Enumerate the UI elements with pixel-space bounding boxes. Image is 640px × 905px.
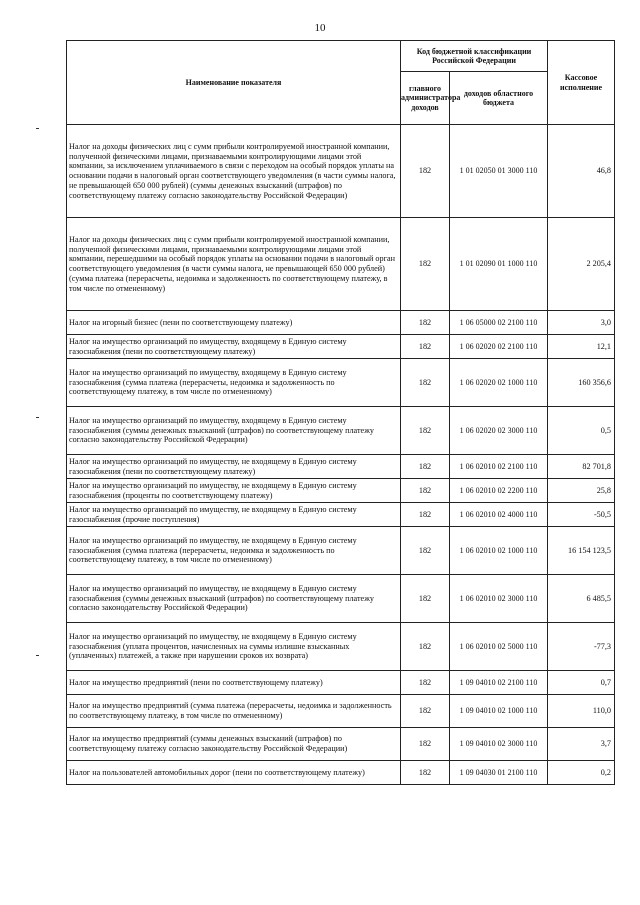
revenue-code-cell: 1 09 04030 01 2100 110 — [450, 761, 548, 785]
administrator-code-cell: 182 — [401, 623, 450, 671]
administrator-code-cell: 182 — [401, 359, 450, 407]
table-row — [67, 335, 615, 359]
cash-execution-cell: 0,7 — [548, 671, 615, 695]
administrator-code-cell: 182 — [401, 479, 450, 503]
table-row — [67, 728, 615, 761]
indicator-name-cell: Налог на имущество организаций по имуществу, не входящему в Единую систему газоснабжения (прочие поступления) — [67, 503, 401, 527]
table-row — [67, 503, 615, 527]
cash-execution-cell: 16 154 123,5 — [548, 527, 615, 575]
header-regional-budget-revenue: доходов областного бюджета — [450, 72, 548, 125]
indicator-name-cell: Налог на игорный бизнес (пени по соответствующему платежу) — [67, 311, 401, 335]
revenue-code-cell: 1 09 04010 02 2100 110 — [450, 671, 548, 695]
table-row — [67, 407, 615, 455]
revenue-code-cell: 1 06 02020 02 2100 110 — [450, 335, 548, 359]
administrator-code-cell: 182 — [401, 311, 450, 335]
administrator-code-cell: 182 — [401, 527, 450, 575]
cash-execution-cell: 25,8 — [548, 479, 615, 503]
administrator-code-cell: 182 — [401, 761, 450, 785]
header-budget-classification-code: Код бюджетной классификации Российской Федерации — [401, 41, 548, 72]
indicator-name-cell: Налог на пользователей автомобильных дорог (пени по соответствующему платежу) — [67, 761, 401, 785]
revenue-code-cell: 1 06 05000 02 2100 110 — [450, 311, 548, 335]
revenue-code-cell: 1 06 02020 02 1000 110 — [450, 359, 548, 407]
table-row — [67, 623, 615, 671]
cash-execution-cell: 3,7 — [548, 728, 615, 761]
revenue-code-cell: 1 06 02010 02 5000 110 — [450, 623, 548, 671]
indicator-name-cell: Налог на имущество организаций по имуществу, входящему в Единую систему газоснабжения (сумма платежа (перерасчеты, недоимка и задолженность по соответствующему платежу, в том числе по отмененному) — [67, 359, 401, 407]
header-main-administrator: главного администратора доходов — [401, 72, 450, 125]
scan-mark — [36, 417, 39, 418]
revenue-code-cell: 1 09 04010 02 3000 110 — [450, 728, 548, 761]
indicator-name-cell: Налог на имущество предприятий (пени по соответствующему платежу) — [67, 671, 401, 695]
indicator-name-cell: Налог на имущество организаций по имуществу, не входящему в Единую систему газоснабжения (сумма платежа (перерасчеты, недоимка и задолженность по соответствующему платежу, в том числе по отмененному) — [67, 527, 401, 575]
scan-mark — [36, 128, 39, 129]
table-row — [67, 671, 615, 695]
administrator-code-cell: 182 — [401, 728, 450, 761]
cash-execution-cell: 12,1 — [548, 335, 615, 359]
table-row — [67, 311, 615, 335]
indicator-name-cell: Налог на имущество организаций по имуществу, не входящему в Единую систему газоснабжения (уплата процентов, начисленных на суммы излишне взысканных (уплаченных) платежей, а также при нарушении сроков их возврата) — [67, 623, 401, 671]
cash-execution-cell: 110,0 — [548, 695, 615, 728]
revenue-code-cell: 1 06 02010 02 2100 110 — [450, 455, 548, 479]
indicator-name-cell: Налог на имущество организаций по имуществу, не входящему в Единую систему газоснабжения (суммы денежных взысканий (штрафов) по соответствующему платежу согласно законодательству Российской Федерации) — [67, 575, 401, 623]
cash-execution-cell: -77,3 — [548, 623, 615, 671]
administrator-code-cell: 182 — [401, 218, 450, 311]
cash-execution-cell: 82 701,8 — [548, 455, 615, 479]
table-row — [67, 359, 615, 407]
indicator-name-cell: Налог на имущество предприятий (суммы денежных взысканий (штрафов) по соответствующему платежу согласно законодательству Российской Федерации) — [67, 728, 401, 761]
administrator-code-cell: 182 — [401, 125, 450, 218]
revenue-code-cell: 1 06 02010 02 3000 110 — [450, 575, 548, 623]
table-row — [67, 695, 615, 728]
table-row — [67, 479, 615, 503]
indicator-name-cell: Налог на имущество организаций по имуществу, входящему в Единую систему газоснабжения (пени по соответствующему платежу) — [67, 335, 401, 359]
administrator-code-cell: 182 — [401, 575, 450, 623]
cash-execution-cell: 0,5 — [548, 407, 615, 455]
administrator-code-cell: 182 — [401, 671, 450, 695]
cash-execution-cell: -50,5 — [548, 503, 615, 527]
administrator-code-cell: 182 — [401, 455, 450, 479]
table-row — [67, 125, 615, 218]
header-indicator-name: Наименование показателя — [67, 41, 401, 125]
revenue-code-cell: 1 06 02020 02 3000 110 — [450, 407, 548, 455]
cash-execution-cell: 0,2 — [548, 761, 615, 785]
indicator-name-cell: Налог на имущество организаций по имуществу, не входящему в Единую систему газоснабжения (пени по соответствующему платежу) — [67, 455, 401, 479]
scan-mark — [36, 655, 39, 656]
indicator-name-cell: Налог на имущество предприятий (сумма платежа (перерасчеты, недоимка и задолженность по соответствующему платежу, в том числе по отмененному) — [67, 695, 401, 728]
indicator-name-cell: Налог на доходы физических лиц с сумм прибыли контролируемой иностранной компании, полученной физическими лицами, признаваемыми контролирующими лицами этой компании, перешедшими на особый порядок уплаты на основании подачи в налоговый орган соответствующего уведомления (в части суммы налога, не превышающей 650 000 рублей) (сумма платежа (перерасчеты, недоимка и задолженность по соответствующему платежу, в том числе по отмененному) — [67, 218, 401, 311]
table-row — [67, 218, 615, 311]
table-row — [67, 575, 615, 623]
revenue-code-cell: 1 01 02090 01 1000 110 — [450, 218, 548, 311]
administrator-code-cell: 182 — [401, 503, 450, 527]
cash-execution-cell: 6 485,5 — [548, 575, 615, 623]
cash-execution-cell: 160 356,6 — [548, 359, 615, 407]
cash-execution-cell: 46,8 — [548, 125, 615, 218]
table-row — [67, 455, 615, 479]
revenue-code-cell: 1 06 02010 02 1000 110 — [450, 527, 548, 575]
administrator-code-cell: 182 — [401, 335, 450, 359]
table-row — [67, 527, 615, 575]
revenue-code-cell: 1 09 04010 02 1000 110 — [450, 695, 548, 728]
revenue-code-cell: 1 06 02010 02 4000 110 — [450, 503, 548, 527]
administrator-code-cell: 182 — [401, 407, 450, 455]
cash-execution-cell: 3,0 — [548, 311, 615, 335]
page-number: 10 — [314, 22, 326, 34]
indicator-name-cell: Налог на имущество организаций по имуществу, не входящему в Единую систему газоснабжения (проценты по соответствующему платежу) — [67, 479, 401, 503]
revenue-code-cell: 1 06 02010 02 2200 110 — [450, 479, 548, 503]
cash-execution-cell: 2 205,4 — [548, 218, 615, 311]
budget-revenue-table — [66, 40, 615, 785]
revenue-code-cell: 1 01 02050 01 3000 110 — [450, 125, 548, 218]
administrator-code-cell: 182 — [401, 695, 450, 728]
table-row — [67, 761, 615, 785]
indicator-name-cell: Налог на имущество организаций по имуществу, входящему в Единую систему газоснабжения (суммы денежных взысканий (штрафов) по соответствующему платежу согласно законодательству Российской Федерации) — [67, 407, 401, 455]
header-cash-execution: Кассовое исполнение — [548, 41, 615, 125]
indicator-name-cell: Налог на доходы физических лиц с сумм прибыли контролируемой иностранной компании, полученной физическими лицами, признаваемыми контролирующими лицами этой компании, за исключением уплачиваемого в связи с переходом на особый порядок уплаты на основании подачи в налоговый орган соответствующего уведомления (в части суммы налога, не превышающей 650 000 рублей) (суммы денежных взысканий (штрафов) по соответствующему платежу согласно законодательству Российской Федерации) — [67, 125, 401, 218]
